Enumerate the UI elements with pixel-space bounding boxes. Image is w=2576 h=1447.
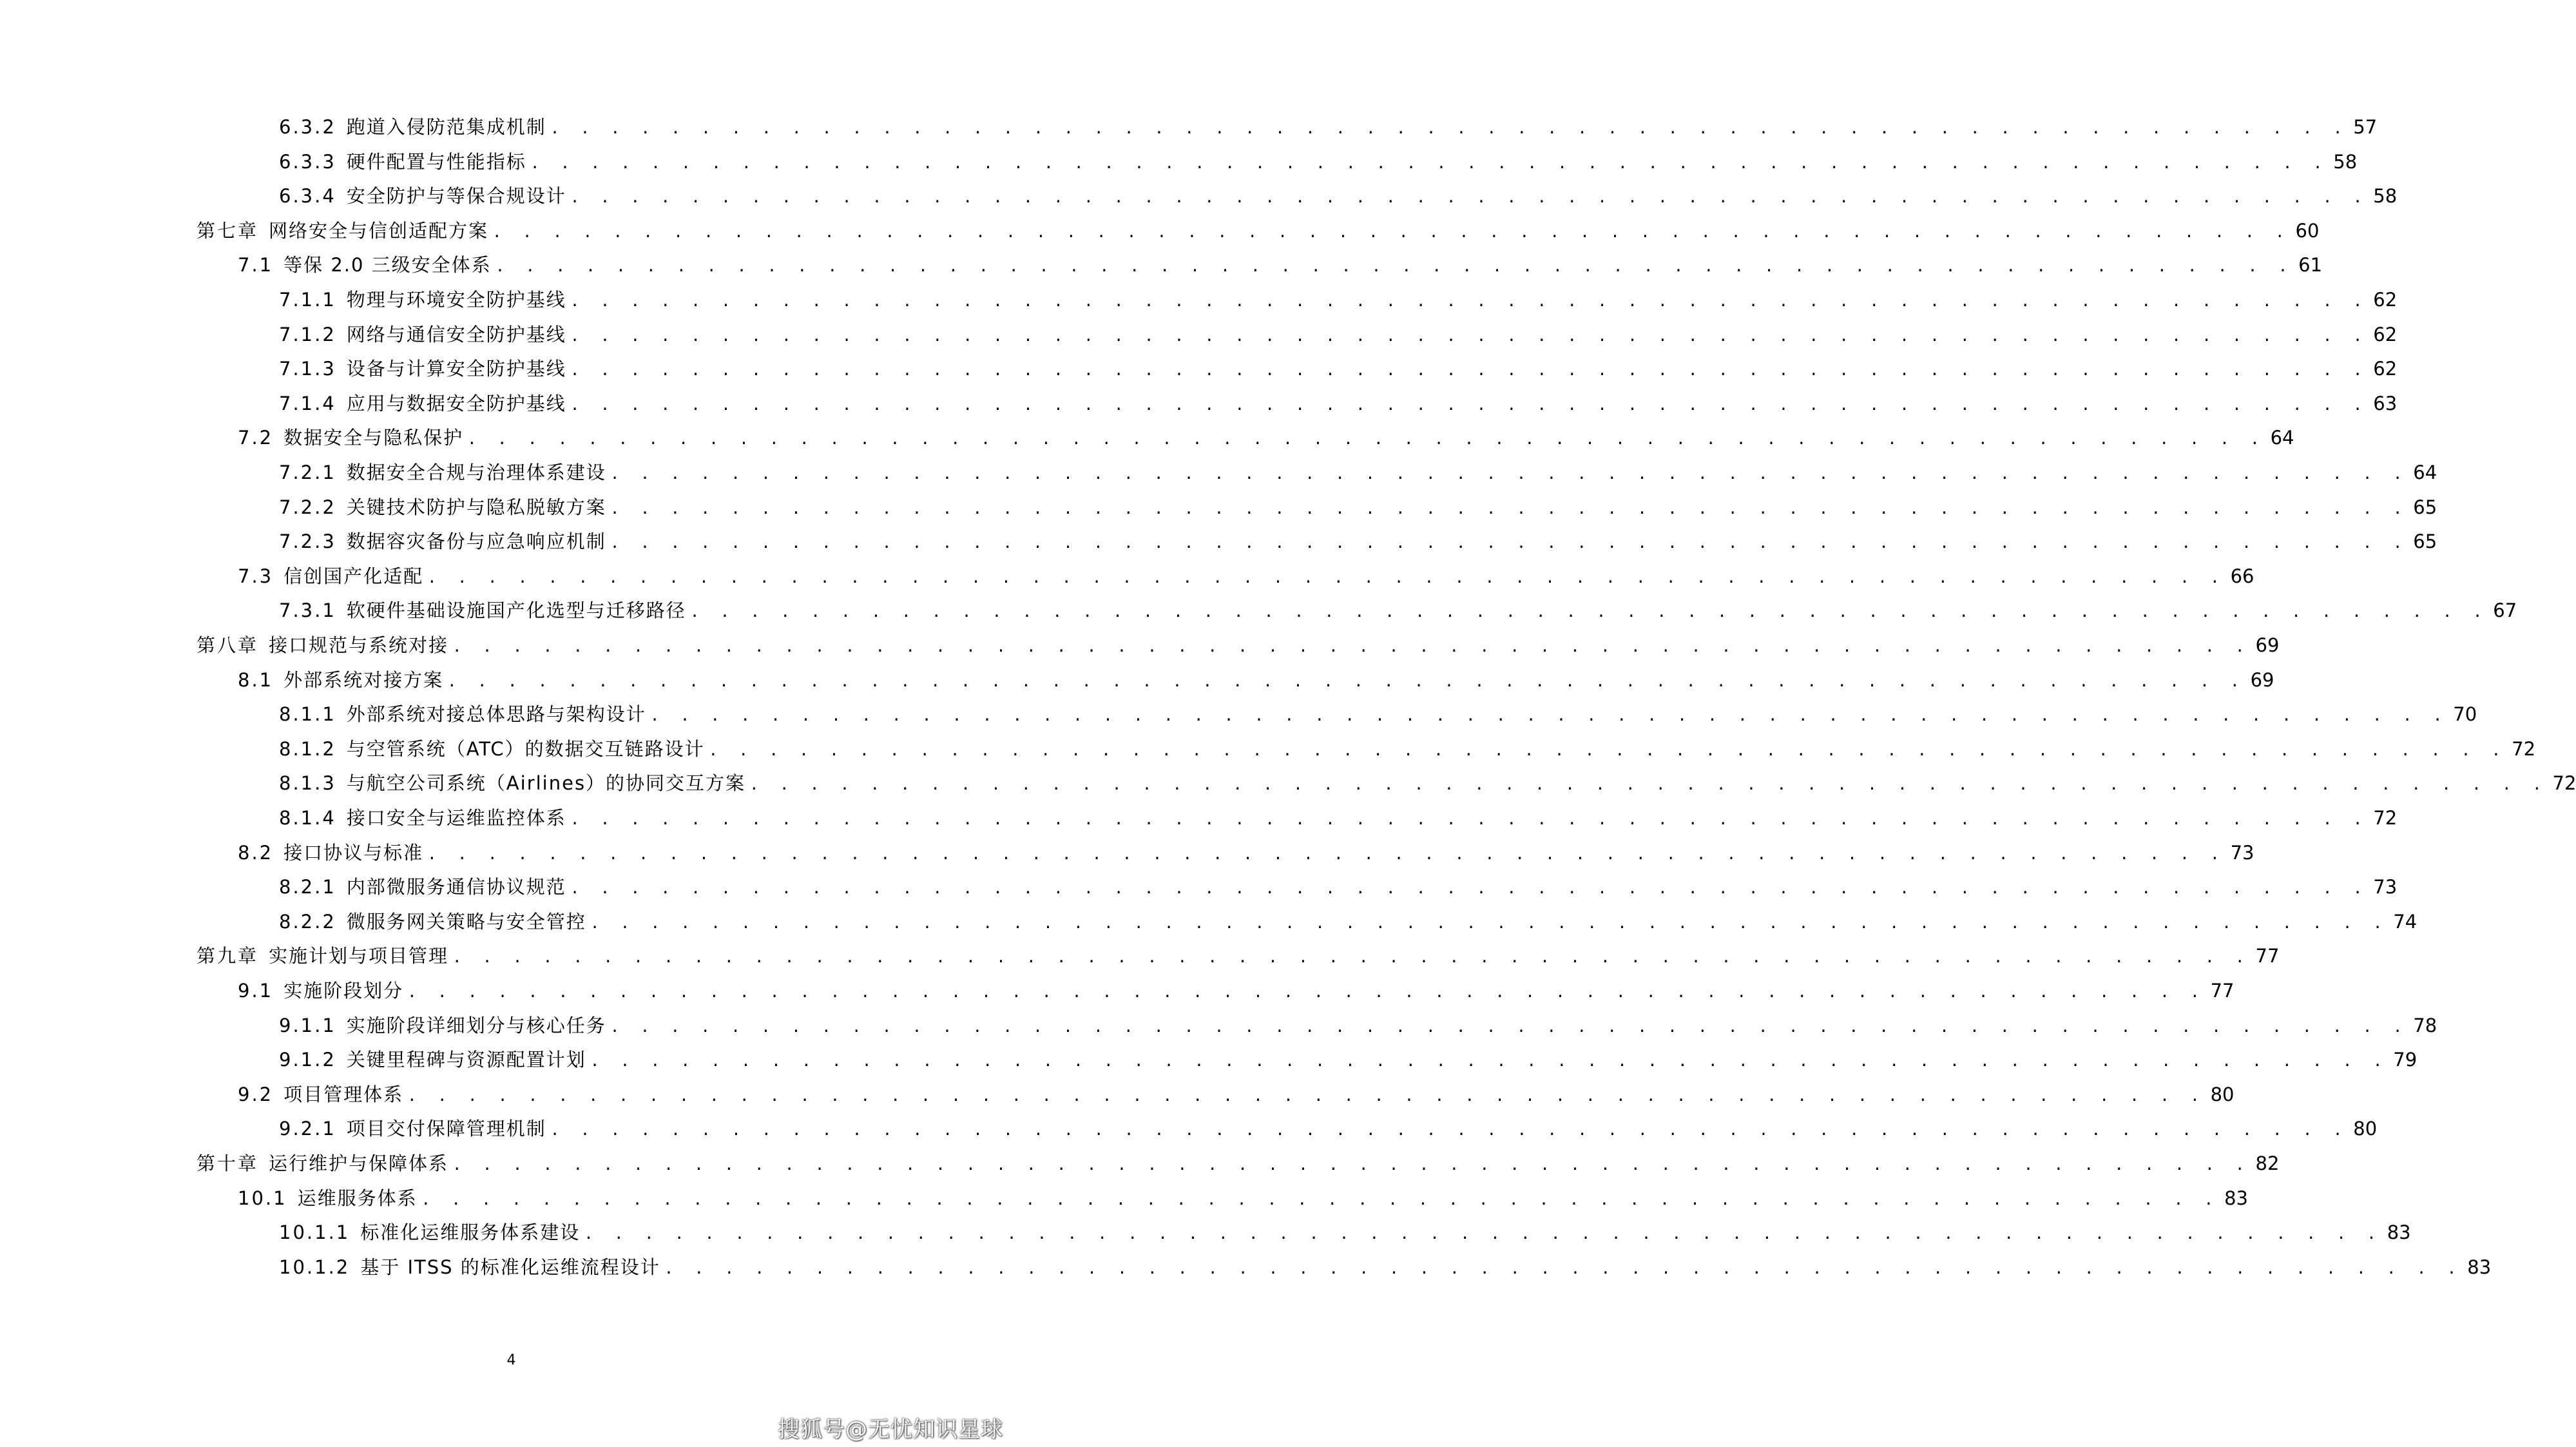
toc-entry-page: 83 xyxy=(2224,1187,2248,1209)
toc-entry[interactable] xyxy=(238,421,2294,454)
toc-entry-page: 83 xyxy=(2467,1256,2492,1278)
toc-dot-leader: . . . . . . . . . . . . . . . . . . . . . . . . . . . . . . . . . . . . . . . . . . . . . . . . . . . . . . . . . . . . xyxy=(452,1156,2251,1174)
toc-entry-title: 安全防护与等保合规设计 xyxy=(346,185,566,208)
toc-entry-page: 65 xyxy=(2413,530,2437,553)
toc-entry[interactable] xyxy=(279,525,2437,558)
toc-entry-title: 设备与计算安全防护基线 xyxy=(346,358,566,380)
toc-dot-leader: . . . . . . . . . . . . . . . . . . . . . . . . . . . . . . . . . . . . . . . . . . . . . . . . . . . . . . . . . . . . xyxy=(590,1052,2389,1071)
toc-entry[interactable] xyxy=(197,214,2320,248)
toc-entry-title: 与空管系统（ATC）的数据交互链路设计 xyxy=(346,737,705,760)
toc-entry-title: 微服务网关策略与安全管控 xyxy=(346,910,586,933)
toc-entry[interactable] xyxy=(279,110,2378,144)
toc-dot-leader: . . . . . . . . . . . . . . . . . . . . . . . . . . . . . . . . . . . . . . . . . . . . . . . . . . . . . . . . . . . . xyxy=(467,430,2265,449)
toc-entry-number: 第七章 xyxy=(197,219,259,242)
toc-entry-page: 61 xyxy=(2298,254,2323,277)
toc-entry-title: 接口协议与标准 xyxy=(284,841,424,864)
toc-entry-number: 8.1.1 xyxy=(279,703,336,726)
toc-entry-page: 83 xyxy=(2387,1221,2411,1244)
toc-dot-leader: . . . . . . . . . . . . . . . . . . . . . . . . . . . . . . . . . . . . . . . . . . . . . . . . . . . . . . . . . . . . xyxy=(495,257,2294,276)
toc-entry-page: 69 xyxy=(2255,634,2280,656)
toc-entry[interactable] xyxy=(279,318,2398,351)
toc-dot-leader: . . . . . . . . . . . . . . . . . . . . . . . . . . . . . . . . . . . . . . . . . . . . . . . . . . . . . . . . . . . . xyxy=(407,1086,2206,1105)
toc-entry-number: 7.1.4 xyxy=(279,392,336,414)
toc-entry-number: 7.1.2 xyxy=(279,323,336,345)
toc-entry-number: 10.1.2 xyxy=(279,1256,351,1278)
toc-entry-number: 7.2.3 xyxy=(279,530,336,553)
toc-dot-leader: . . . . . . . . . . . . . . . . . . . . . . . . . . . . . . . . . . . . . . . . . . . . . . . . . . . . . . . . . . . . xyxy=(447,672,2245,690)
toc-entry-number: 10.1.1 xyxy=(279,1221,351,1244)
toc-dot-leader: . . . . . . . . . . . . . . . . . . . . . . . . . . . . . . . . . . . . . . . . . . . . . . . . . . . . . . . . . . . . xyxy=(550,1121,2349,1140)
toc-entry[interactable] xyxy=(279,1112,2378,1145)
toc-entry-page: 73 xyxy=(2373,876,2398,898)
toc-entry-number: 7.1.1 xyxy=(279,289,336,311)
toc-entry-page: 82 xyxy=(2255,1152,2280,1174)
toc-dot-leader: . . . . . . . . . . . . . . . . . . . . . . . . . . . . . . . . . . . . . . . . . . . . . . . . . . . . . . . . . . . . xyxy=(610,1017,2408,1036)
toc-entry-page: 72 xyxy=(2552,772,2576,795)
toc-entry[interactable] xyxy=(279,283,2398,316)
toc-entry-number: 7.2.1 xyxy=(279,461,336,483)
toc-dot-leader: . . . . . . . . . . . . . . . . . . . . . . . . . . . . . . . . . . . . . . . . . . . . . . . . . . . . . . . . . . . . xyxy=(427,844,2225,863)
toc-entry-title: 数据安全合规与治理体系建设 xyxy=(346,461,606,483)
toc-entry[interactable] xyxy=(279,1216,2411,1249)
toc-dot-leader: . . . . . . . . . . . . . . . . . . . . . . . . . . . . . . . . . . . . . . . . . . . . . . . . . . . . . . . . . . . . xyxy=(610,534,2408,552)
toc-dot-leader: . . . . . . . . . . . . . . . . . . . . . . . . . . . . . . . . . . . . . . . . . . . . . . . . . . . . . . . . . . . . xyxy=(570,361,2369,380)
toc-entry[interactable] xyxy=(238,974,2235,1007)
watermark-text: 搜狐号@无忧知识星球 xyxy=(778,1417,1003,1442)
toc-entry-title: 标准化运维服务体系建设 xyxy=(360,1221,581,1244)
toc-entry[interactable] xyxy=(238,663,2274,697)
toc-entry-page: 62 xyxy=(2373,323,2398,345)
toc-entry-page: 58 xyxy=(2333,150,2358,173)
toc-entry[interactable] xyxy=(279,490,2437,524)
toc-entry[interactable] xyxy=(279,697,2477,731)
toc-dot-leader: . . . . . . . . . . . . . . . . . . . . . . . . . . . . . . . . . . . . . . . . . . . . . . . . . . . . . . . . . . . . xyxy=(407,983,2206,1001)
toc-entry[interactable] xyxy=(279,1043,2417,1076)
toc-entry[interactable] xyxy=(238,1181,2248,1215)
toc-entry-title: 项目交付保障管理机制 xyxy=(346,1118,546,1140)
toc-entry-title: 项目管理体系 xyxy=(284,1083,404,1105)
toc-entry-title: 数据容灾备份与应急响应机制 xyxy=(346,530,606,553)
toc-entry[interactable] xyxy=(197,1147,2280,1180)
toc-entry-page: 66 xyxy=(2230,565,2254,587)
toc-entry[interactable] xyxy=(238,836,2254,869)
toc-entry-page: 65 xyxy=(2413,496,2437,518)
toc-entry-page: 64 xyxy=(2270,427,2294,449)
toc-dot-leader: . . . . . . . . . . . . . . . . . . . . . . . . . . . . . . . . . . . . . . . . . . . . . . . . . . . . . . . . . . . . xyxy=(570,292,2369,310)
toc-entry-number: 8.2.1 xyxy=(279,876,336,898)
toc-entry-page: 77 xyxy=(2255,945,2280,967)
toc-entry-page: 57 xyxy=(2353,116,2378,138)
toc-entry-title: 数据安全与隐私保护 xyxy=(284,427,464,449)
toc-entry-number: 9.1.2 xyxy=(279,1049,336,1071)
toc-entry-title: 网络安全与信创适配方案 xyxy=(269,219,489,242)
toc-dot-leader: . . . . . . . . . . . . . . . . . . . . . . . . . . . . . . . . . . . . . . . . . . . . . . . . . . . . . . . . . . . . xyxy=(570,879,2369,898)
toc-dot-leader: . . . . . . . . . . . . . . . . . . . . . . . . . . . . . . . . . . . . . . . . . . . . . . . . . . . . . . . . . . . . xyxy=(570,188,2369,207)
toc-entry-page: 78 xyxy=(2413,1014,2437,1036)
toc-entry-title: 关键技术防护与隐私脱敏方案 xyxy=(346,496,606,518)
toc-entry-title: 信创国产化适配 xyxy=(284,565,424,587)
toc-entry-title: 运维服务体系 xyxy=(297,1187,418,1209)
toc-dot-leader: . . . . . . . . . . . . . . . . . . . . . . . . . . . . . . . . . . . . . . . . . . . . . . . . . . . . . . . . . . . . xyxy=(421,1190,2220,1209)
toc-entry-title: 应用与数据安全防护基线 xyxy=(346,392,566,414)
toc-entry-page: 77 xyxy=(2210,980,2235,1002)
toc-dot-leader: . . . . . . . . . . . . . . . . . . . . . . . . . . . . . . . . . . . . . . . . . . . . . . . . . . . . . . . . . . . . xyxy=(427,568,2225,587)
toc-dot-leader: . . . . . . . . . . . . . . . . . . . . . . . . . . . . . . . . . . . . . . . . . . . . . . . . . . . . . . . . . . . . xyxy=(492,222,2291,241)
toc-dot-leader: . . . . . . . . . . . . . . . . . . . . . . . . . . . . . . . . . . . . . . . . . . . . . . . . . . . . . . . . . . . . xyxy=(610,499,2408,518)
toc-entry[interactable] xyxy=(279,766,2576,800)
toc-entry-page: 73 xyxy=(2230,841,2254,864)
toc-entry-number: 第十章 xyxy=(197,1152,259,1174)
toc-dot-leader: . . . . . . . . . . . . . . . . . . . . . . . . . . . . . . . . . . . . . . . . . . . . . . . . . . . . . . . . . . . . xyxy=(610,465,2408,483)
toc-entry-page: 58 xyxy=(2373,185,2398,208)
toc-entry-title: 内部微服务通信协议规范 xyxy=(346,876,566,898)
toc-entry-number: 6.3.3 xyxy=(279,150,336,173)
toc-entry-page: 72 xyxy=(2512,737,2536,760)
toc-entry-title: 实施阶段详细划分与核心任务 xyxy=(346,1014,606,1036)
toc-entry-title: 网络与通信安全防护基线 xyxy=(346,323,566,345)
toc-entry[interactable] xyxy=(279,594,2517,627)
toc-entry[interactable] xyxy=(279,352,2398,385)
toc-dot-leader: . . . . . . . . . . . . . . . . . . . . . . . . . . . . . . . . . . . . . . . . . . . . . . . . . . . . . . . . . . . . xyxy=(590,913,2389,932)
toc-entry-number: 9.1.1 xyxy=(279,1014,336,1036)
toc-entry-page: 62 xyxy=(2373,289,2398,311)
toc-dot-leader: . . . . . . . . . . . . . . . . . . . . . . . . . . . . . . . . . . . . . . . . . . . . . . . . . . . . . . . . . . . . xyxy=(689,603,2488,621)
toc-entry-number: 7.2 xyxy=(238,427,274,449)
toc-entry-title: 物理与环境安全防护基线 xyxy=(346,289,566,311)
toc-entry-number: 8.1 xyxy=(238,668,274,691)
toc-entry-number: 9.1 xyxy=(238,980,274,1002)
toc-entry-title: 实施计划与项目管理 xyxy=(269,945,449,967)
toc-entry-number: 6.3.4 xyxy=(279,185,336,208)
toc-entry-page: 70 xyxy=(2453,703,2477,726)
toc-entry[interactable] xyxy=(197,939,2280,973)
toc-dot-leader: . . . . . . . . . . . . . . . . . . . . . . . . . . . . . . . . . . . . . . . . . . . . . . . . . . . . . . . . . . . . xyxy=(452,948,2251,967)
toc-entry-number: 第九章 xyxy=(197,945,259,967)
toc-entry-number: 7.3.1 xyxy=(279,599,336,622)
toc-entry-page: 63 xyxy=(2373,392,2398,414)
toc-entry-number: 10.1 xyxy=(238,1187,287,1209)
toc-entry-title: 基于 ITSS 的标准化运维流程设计 xyxy=(360,1256,660,1278)
toc-entry[interactable] xyxy=(238,248,2323,282)
toc-entry-page: 62 xyxy=(2373,358,2398,380)
toc-entry[interactable] xyxy=(279,179,2398,213)
toc-entry[interactable] xyxy=(279,905,2417,938)
toc-entry-title: 硬件配置与性能指标 xyxy=(346,150,526,173)
toc-entry-title: 外部系统对接方案 xyxy=(284,668,444,691)
toc-dot-leader: . . . . . . . . . . . . . . . . . . . . . . . . . . . . . . . . . . . . . . . . . . . . . . . . . . . . . . . . . . . . xyxy=(570,810,2369,828)
toc-dot-leader: . . . . . . . . . . . . . . . . . . . . . . . . . . . . . . . . . . . . . . . . . . . . . . . . . . . . . . . . . . . . xyxy=(708,741,2507,759)
toc-entry-number: 8.2.2 xyxy=(279,910,336,933)
toc-entry[interactable] xyxy=(197,628,2280,662)
toc-entry-title: 关键里程碑与资源配置计划 xyxy=(346,1049,586,1071)
toc-entry[interactable] xyxy=(279,801,2398,835)
toc-dot-leader: . . . . . . . . . . . . . . . . . . . . . . . . . . . . . . . . . . . . . . . . . . . . . . . . . . . . . . . . . . . . xyxy=(550,119,2349,137)
toc-entry-title: 外部系统对接总体思路与架构设计 xyxy=(346,703,646,726)
toc-dot-leader: . . . . . . . . . . . . . . . . . . . . . . . . . . . . . . . . . . . . . . . . . . . . . . . . . . . . . . . . . . . . xyxy=(530,153,2329,172)
toc-entry-number: 9.2 xyxy=(238,1083,274,1105)
toc-entry-title: 软硬件基础设施国产化选型与迁移路径 xyxy=(346,599,686,622)
toc-entry-number: 9.2.1 xyxy=(279,1118,336,1140)
toc-entry-number: 8.1.4 xyxy=(279,807,336,829)
toc-entry-page: 60 xyxy=(2295,219,2320,242)
toc-entry-number: 7.1.3 xyxy=(279,358,336,380)
toc-entry[interactable] xyxy=(279,732,2536,766)
toc-entry-title: 运行维护与保障体系 xyxy=(269,1152,449,1174)
toc-entry-page: 74 xyxy=(2393,910,2417,933)
toc-dot-leader: . . . . . . . . . . . . . . . . . . . . . . . . . . . . . . . . . . . . . . . . . . . . . . . . . . . . . . . . . . . . xyxy=(570,326,2369,345)
toc-entry-page: 79 xyxy=(2393,1049,2417,1071)
toc-entry-page: 72 xyxy=(2373,807,2398,829)
toc-entry[interactable] xyxy=(279,387,2398,420)
toc-dot-leader: . . . . . . . . . . . . . . . . . . . . . . . . . . . . . . . . . . . . . . . . . . . . . . . . . . . . . . . . . . . . xyxy=(664,1259,2463,1277)
toc-entry-title: 接口安全与运维监控体系 xyxy=(346,807,566,829)
toc-dot-leader: . . . . . . . . . . . . . . . . . . . . . . . . . . . . . . . . . . . . . . . . . . . . . . . . . . . . . . . . . . . . xyxy=(452,637,2251,656)
toc-entry-title: 跑道入侵防范集成机制 xyxy=(346,116,546,138)
toc-entry-number: 7.2.2 xyxy=(279,496,336,518)
toc-entry-title: 等保 2.0 三级安全体系 xyxy=(284,254,492,277)
toc-entry-page: 67 xyxy=(2493,599,2517,622)
page-number: 4 xyxy=(506,1352,516,1368)
toc-dot-leader: . . . . . . . . . . . . . . . . . . . . . . . . . . . . . . . . . . . . . . . . . . . . . . . . . . . . . . . . . . . . xyxy=(649,706,2448,725)
toc-entry-title: 接口规范与系统对接 xyxy=(269,634,449,656)
toc-entry-title: 与航空公司系统（Airlines）的协同交互方案 xyxy=(346,772,746,795)
toc-entry[interactable] xyxy=(279,1250,2492,1284)
toc-dot-leader: . . . . . . . . . . . . . . . . . . . . . . . . . . . . . . . . . . . . . . . . . . . . . . . . . . . . . . . . . . . . xyxy=(749,775,2548,794)
toc-entry-page: 64 xyxy=(2413,461,2437,483)
toc-dot-leader: . . . . . . . . . . . . . . . . . . . . . . . . . . . . . . . . . . . . . . . . . . . . . . . . . . . . . . . . . . . . xyxy=(584,1225,2382,1243)
toc-entry-number: 7.1 xyxy=(238,254,274,277)
toc-entry[interactable] xyxy=(279,870,2398,904)
toc-entry-number: 8.1.2 xyxy=(279,737,336,760)
toc-entry-page: 80 xyxy=(2353,1118,2378,1140)
toc-entry[interactable] xyxy=(238,1078,2235,1111)
toc-entry-number: 8.1.3 xyxy=(279,772,336,795)
toc-entry-number: 8.2 xyxy=(238,841,274,864)
toc-entry[interactable] xyxy=(238,559,2254,593)
toc-entry-number: 6.3.2 xyxy=(279,116,336,138)
toc-entry-page: 80 xyxy=(2210,1083,2235,1105)
toc-entry[interactable] xyxy=(279,456,2437,489)
toc-entry-title: 实施阶段划分 xyxy=(284,980,404,1002)
toc-entry-page: 69 xyxy=(2250,668,2274,691)
toc-dot-leader: . . . . . . . . . . . . . . . . . . . . . . . . . . . . . . . . . . . . . . . . . . . . . . . . . . . . . . . . . . . . xyxy=(570,395,2369,414)
toc-entry-number: 7.3 xyxy=(238,565,274,587)
toc-entry-number: 第八章 xyxy=(197,634,259,656)
toc-entry[interactable] xyxy=(279,145,2358,179)
toc-entry[interactable] xyxy=(279,1009,2437,1042)
